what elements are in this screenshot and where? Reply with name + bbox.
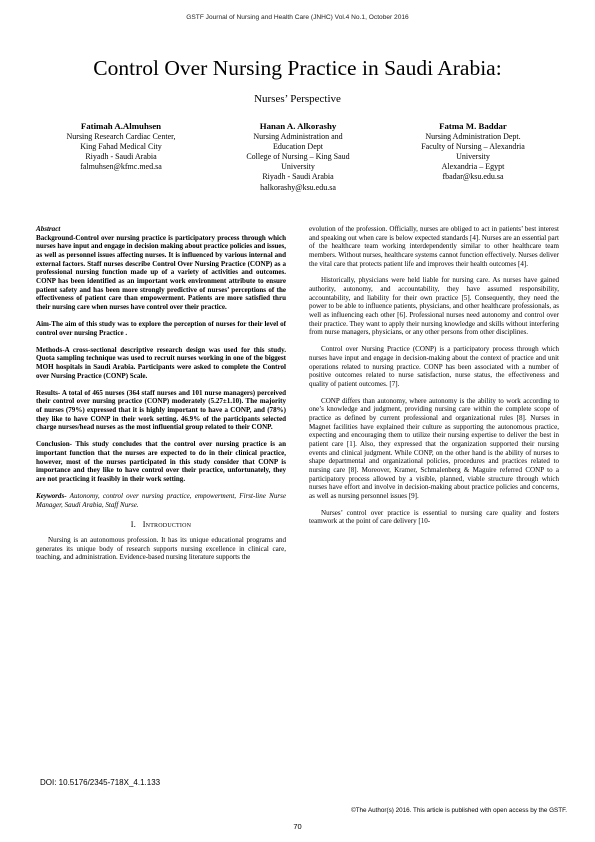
section-number: I. xyxy=(130,520,136,530)
keywords-label: Keywords- xyxy=(36,492,67,501)
paper-title: Control Over Nursing Practice in Saudi Arabia: xyxy=(93,56,502,80)
abstract-label: Abstract xyxy=(36,225,61,233)
author-email: fbadar@ksu.edu.sa xyxy=(442,172,504,182)
body-paragraph: Nurses’ control over practice is essential to nursing care quality and fosters teamwork at the point of care delivery [10- xyxy=(309,508,559,526)
intro-paragraph: Nursing is an autonomous profession. It has its unique educational programs and generates its unique body of research supports nursing excellence in clinical care, teaching, and administration. Evidence-based nursing literature supports the xyxy=(36,535,286,562)
paper-subtitle: Nurses’ Perspective xyxy=(254,93,341,105)
abstract-results: Results- A total of 465 nurses (364 staff nurses and 101 nurse managers) perceived their control over nursing practice (CONP) moderately (5.27±1.10). The majority of nurses (79%) expressed that it is highly important to have a CONP, and (78%) they like to have CONP in their work setting. 46.9% of the participants selected charge nurses/head nurses as the most influential group related to their CONP. xyxy=(36,388,286,432)
author-affiliation-line: University xyxy=(456,152,490,162)
author-block-1 xyxy=(36,121,206,172)
author-affiliation-line: Riyadh - Saudi Arabia xyxy=(262,172,334,182)
abstract-aim: Aim-The aim of this study was to explore the perception of nurses for their level of control over nursing Practice . xyxy=(36,319,286,337)
author-email: halkorashy@ksu.edu.sa xyxy=(260,182,336,192)
author-affiliation-line: King Fahad Medical City xyxy=(80,142,162,152)
author-affiliation-line: Nursing Administration and xyxy=(253,132,343,142)
author-name: Hanan A. Alkorashy xyxy=(259,121,337,131)
body-paragraph: Historically, physicians were held liable for nursing care. As nurses have gained authority, autonomy, and accountability, they have assumed responsibility, accountability, and liability for their own practice [5]. Consequently, they need the power to be able to influence patients, physicians, and other healthcare professionals, as well as influencing each other [6]. Professional nurses need autonomy and control over their practice. They want to apply their nursing knowledge and skills without interfering from nurse managers, physicians, or any other persons from other disciplines. xyxy=(309,276,559,337)
author-affiliation-line: Nursing Administration Dept. xyxy=(425,132,521,142)
section-title: Introduction xyxy=(142,520,192,530)
journal-header: GSTF Journal of Nursing and Health Care (JNHC) Vol.4 No.1, October 2016 xyxy=(186,14,409,21)
author-affiliation-line: College of Nursing – King Saud xyxy=(246,152,350,162)
abstract-background: Background-Control over nursing practice is participatory process through which nurses have input and engage in decision making about practice policies and issues, as well as personnel issues affecting nurses. It is influenced by various internal and external factors. Staff nurses describe Control Over Nursing Practice (CONP) as a professional nursing function made up of a variety of activities and outcomes. CONP has been identified as an important work environment attribute to ensure patient safety and has been more strongly predictive of nurses’ perceptions of the effectiveness of patient care than empowerment. Patients are more satisfied thru their nursing care when nurses have control over their practice. xyxy=(36,233,287,311)
body-paragraph: CONP differs than autonomy, where autonomy is the ability to work according to one’s knowledge and judgment, providing nursing care within the complete scope of practice as defined by current professional and organizational rules [8]. Nurses in Magnet facilities have explained their culture as supporting the autonomous practice, expecting and encouraging them to utilize their nursing expertise to deliver the best in patient care [1]. Also, they expressed that the organization supported their nursing events and clinical judgment. While CONP, on the other hand is the ability of nurses to shape departmental and organizational policies, procedures and practices related to nursing care [8]. Moreover, Kramer, Schmalenberg & Maguire referred CONP to a participatory process allowed by a visible, planned, viable structure through which nurses have effort and involve in decision-making about practice policies and concerns, as well as nursing personnel issues [9]. xyxy=(309,396,559,500)
abstract-methods: Methods-A cross-sectional descriptive research design was used for this study. Quota sampling technique was used to recruit nurses working in one of the biggest MOH hospitals in Saudi Arabia. Participants were asked to complete the Control over Nursing Practice (CONP) Scale. xyxy=(36,345,286,380)
author-email: falmuhsen@kfmc.med.sa xyxy=(80,162,162,172)
author-affiliation-line: Alexandria – Egypt xyxy=(441,162,505,172)
left-column xyxy=(36,225,286,562)
right-column xyxy=(309,225,559,526)
keywords-text: Autonomy, control over nursing practice, empowerment, First-line Nurse Manager, Saudi Arabia, Staff Nurse. xyxy=(36,492,286,509)
author-name: Fatma M. Baddar xyxy=(439,121,507,131)
author-affiliation-line: Faculty of Nursing – Alexandria xyxy=(421,142,525,152)
author-affiliation-line: Riyadh - Saudi Arabia xyxy=(85,152,157,162)
author-affiliation-line: Education Dept xyxy=(273,142,323,152)
keywords xyxy=(36,492,286,509)
author-affiliation-line: Nursing Research Cardiac Center, xyxy=(66,132,176,142)
body-paragraph: evolution of the profession. Officially, nurses are obliged to act in patients’ best interest and speaking out when care is below expected standards [4]. Nurses are an essential part of the healthcare team working interdependently similar to other healthcare team members. Without nurses, healthcare systems cannot function effectively. Nurses deliver the vital care that protects patient life and improves their health outcomes [4]. xyxy=(309,225,559,268)
abstract-conclusion: Conclusion- This study concludes that the control over nursing practice is an important function that the nurses are expected to do in their clinical practice, however, most of the nurses participated in this study consider that CONP is importance and they like to have control over their practice, unfortunately, they are not practicing it feasibly in their work setting. xyxy=(36,440,286,483)
section-heading xyxy=(36,521,286,530)
author-block-2 xyxy=(213,121,383,193)
license-text: ©The Author(s) 2016. This article is published with open access by the GSTF. xyxy=(351,807,567,814)
author-block-3 xyxy=(388,121,558,183)
body-paragraph: Control over Nursing Practice (CONP) is a participatory process through which nurses have input and engage in decision-making about the context of practice and unit operations related to nursing practice. CONP has been associated with a number of positive outcomes related to nurse satisfaction, nurse status, the effectiveness and quality of patient outcomes. [7]. xyxy=(309,345,559,388)
author-affiliation-line: University xyxy=(281,162,315,172)
page-number: 70 xyxy=(293,822,302,831)
doi-text: DOI: 10.5176/2345-718X_4.1.133 xyxy=(40,778,161,787)
author-name: Fatimah A.Almuhsen xyxy=(80,121,162,131)
